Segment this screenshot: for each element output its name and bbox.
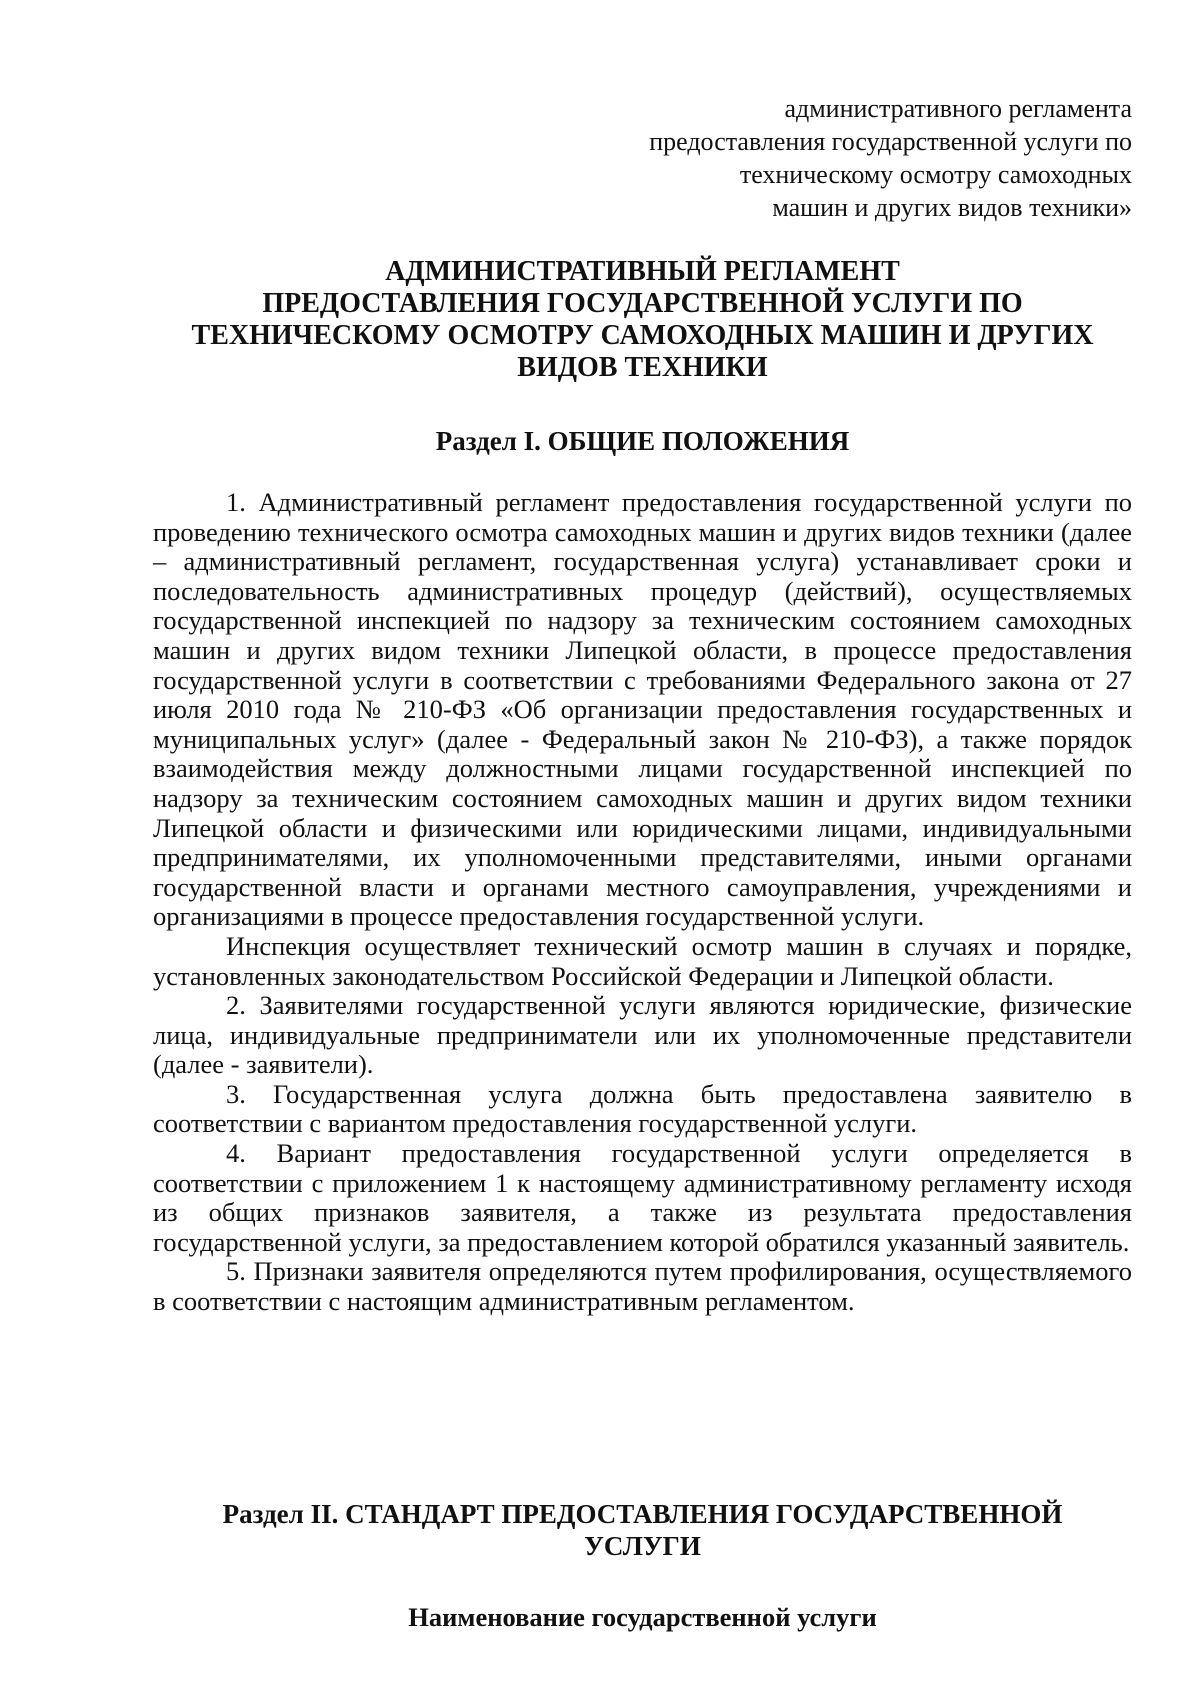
title-line: ПРЕДОСТАВЛЕНИЯ ГОСУДАРСТВЕННОЙ УСЛУГИ ПО [262,288,1023,319]
title-line: ВИДОВ ТЕХНИКИ [517,352,768,383]
document-body [153,488,1132,1317]
header-line: административного регламента [784,94,1132,123]
paragraph: 4. Вариант предоставления государственной услуги определяется в соответствии с приложением 1 к настоящему административному регламенту исходя из общих признаков заявителя, а также из результата предоставления государственной услуги, за предоставлением которой обратился указанный заявитель. [153,1138,1132,1257]
header-line: машин и других видов техники» [772,193,1132,222]
paragraph: Инспекция осуществляет технический осмотр машин в случаях и порядке, установленных законодательством Российской Федерации и Липецкой области. [153,930,1132,991]
paragraph: 1. Административный регламент предоставления государственной услуги по проведению технического осмотра самоходных машин и других видов техники (далее – административный регламент, государственная услуга) устанавливает сроки и последовательность административных процедур (действий), осуществляемых государственной инспекцией по надзору за техническим состоянием самоходных машин и других видом техники Липецкой области, в процессе предоставления государственной услуги в соответствии с требованиями Федерального закона от 27 июля 2010 года № 210-ФЗ «Об организации предоставления государственных и муниципальных услуг» (далее - Федеральный закон № 210-ФЗ), а также порядок взаимодействия между должностными лицами государственной инспекцией по надзору за техническим состоянием самоходных машин и других видом техники Липецкой области и физическими или юридическими лицами, индивидуальными предпринимателями, их уполномоченными представителями, иными органами государственной власти и органами местного самоуправления, учреждениями и организациями в процессе предоставления государственной услуги. [153,487,1132,932]
header-line: техническому осмотру самоходных [739,160,1132,189]
subheading: Наименование государственной услуги [408,1602,877,1632]
section-heading [153,1498,1132,1562]
section-heading: Раздел I. ОБЩИЕ ПОЛОЖЕНИЯ [435,426,850,456]
paragraph: 2. Заявителями государственной услуги являются юридические, физические лица, индивидуальные предприниматели или их уполномоченные представители (далее - заявители). [153,990,1132,1080]
paragraph: 5. Признаки заявителя определяются путем профилирования, осуществляемого в соответствии с настоящим административным регламентом. [153,1256,1132,1317]
section-heading-line: Раздел II. СТАНДАРТ ПРЕДОСТАВЛЕНИЯ ГОСУДАРСТВЕННОЙ [222,1499,1063,1529]
header-line: предоставления государственной услуги по [649,127,1132,156]
title-line: ТЕХНИЧЕСКОМУ ОСМОТРУ САМОХОДНЫХ МАШИН И ДРУГИХ [191,320,1094,351]
approval-header [572,92,1132,224]
title-line: АДМИНИСТРАТИВНЫЙ РЕГЛАМЕНТ [385,256,900,287]
paragraph: 3. Государственная услуга должна быть предоставлена заявителю в соответствии с вариантом предоставления государственной услуги. [153,1078,1132,1139]
document-title [153,256,1132,384]
section-heading-line: УСЛУГИ [584,1531,701,1561]
